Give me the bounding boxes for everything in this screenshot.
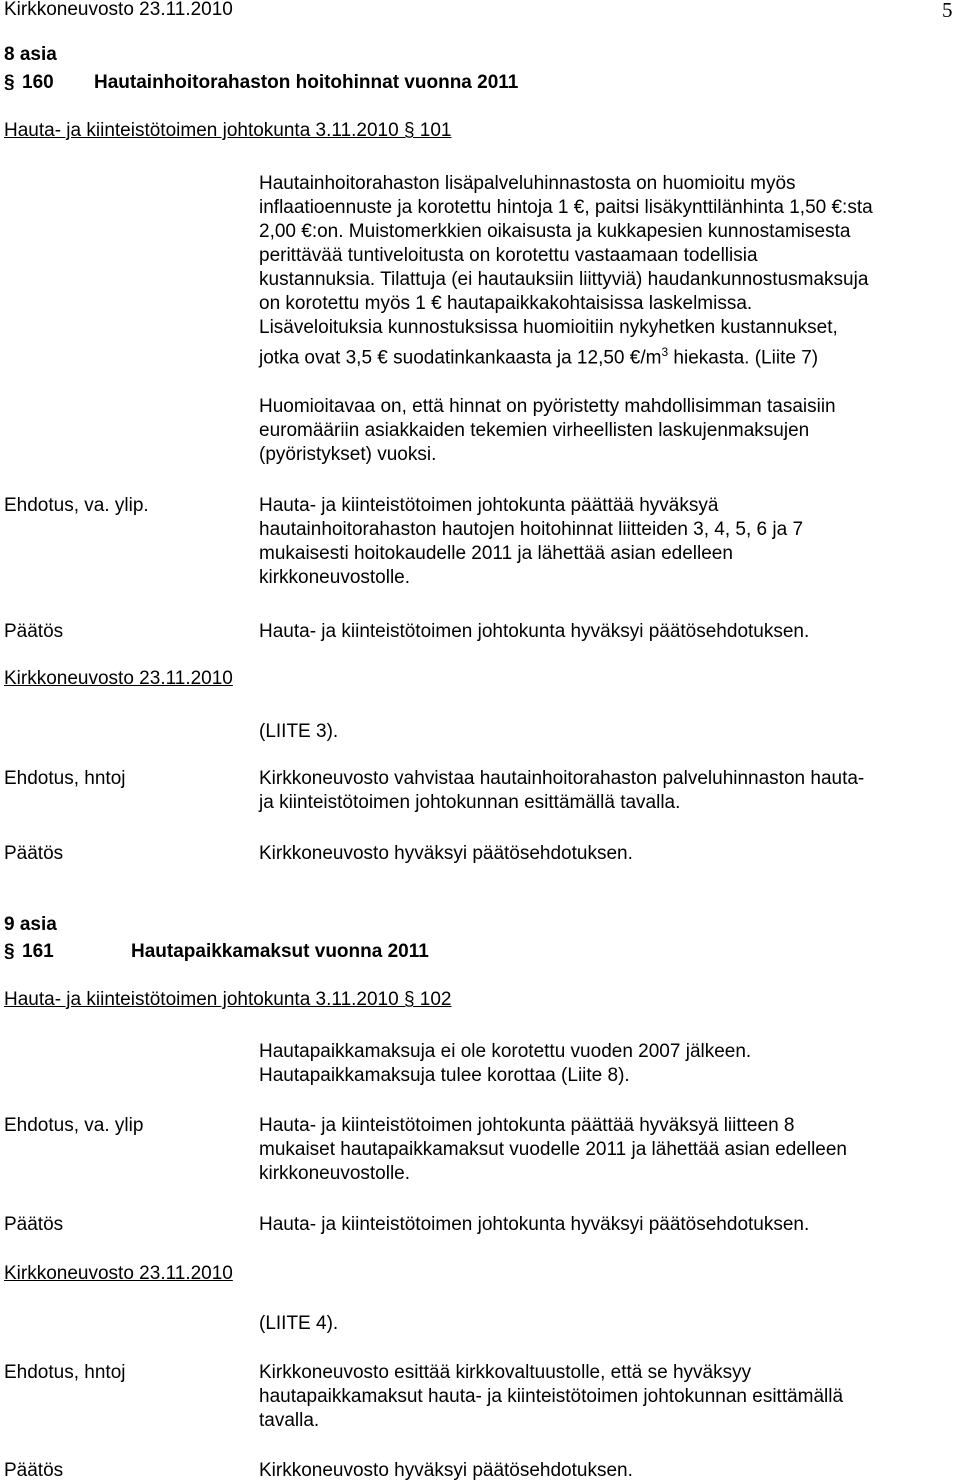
item9-proposal-line: Hauta- ja kiinteistötoimen johtokunta päättää hyväksyä liitteen 8 bbox=[259, 1115, 795, 1136]
item8-note-line: Huomioitavaa on, että hinnat on pyöristetty mahdollisimman tasaisiin bbox=[259, 396, 836, 417]
item8-description-line: 2,00 €:on. Muistomerkkien oikaisusta ja kukkapesien kunnostamisesta bbox=[259, 221, 851, 242]
item8-council-proposal-line: Kirkkoneuvosto vahvistaa hautainhoitorahaston palveluhinnaston hauta- bbox=[259, 768, 865, 789]
item9-description bbox=[259, 1040, 959, 1088]
item9-council-decision-label: Päätös bbox=[4, 1460, 64, 1481]
item9-proposal-line: kirkkoneuvostolle. bbox=[259, 1163, 411, 1184]
item8-description-line: perittävää tuntiveloitusta on korotettu vastaamaan todellisia bbox=[259, 245, 758, 266]
item8-description-last-post: hiekasta. (Liite 7) bbox=[668, 347, 819, 369]
item8-decision-label: Päätös bbox=[4, 621, 64, 642]
page-header-title: Kirkkoneuvosto 23.11.2010 bbox=[4, 0, 233, 20]
item9-council-proposal bbox=[259, 1361, 959, 1433]
item8-proposal bbox=[259, 494, 959, 590]
item8-council-proposal-label: Ehdotus, hntoj bbox=[4, 768, 126, 789]
item9-council-proposal-line: tavalla. bbox=[259, 1410, 320, 1431]
item8-proposal-line: hautainhoitorahaston hautojen hoitohinnat liitteiden 3, 4, 5, 6 ja 7 bbox=[259, 519, 804, 540]
item8-attachment: (LIITE 3). bbox=[259, 721, 339, 742]
item8-description-line: Hautainhoitorahaston lisäpalveluhinnastosta on huomioitu myös bbox=[259, 173, 796, 194]
item8-description-line: Lisäveloituksia kunnostuksissa huomioitiin nykyhetken kustannukset, bbox=[259, 317, 838, 338]
page-number: 5 bbox=[942, 0, 953, 22]
item8-description-line bbox=[259, 340, 959, 370]
item8-proposal-line: mukaisesti hoitokaudelle 2011 ja lähettää asian edelleen bbox=[259, 543, 733, 564]
item9-council-decision-text: Kirkkoneuvosto hyväksyi päätösehdotuksen. bbox=[259, 1460, 633, 1481]
item8-council-proposal bbox=[259, 767, 959, 815]
item8-council-decision-text: Kirkkoneuvosto hyväksyi päätösehdotuksen. bbox=[259, 843, 633, 864]
item9-decision-text: Hauta- ja kiinteistötoimen johtokunta hyväksyi päätösehdotuksen. bbox=[259, 1214, 810, 1235]
item8-council-heading: Kirkkoneuvosto 23.11.2010 bbox=[4, 668, 233, 689]
item8-board-reference: Hauta- ja kiinteistötoimen johtokunta 3.11.2010 § 101 bbox=[4, 120, 452, 141]
item9-proposal bbox=[259, 1114, 959, 1186]
item9-description-line: Hautapaikkamaksuja tulee korottaa (Liite 8). bbox=[259, 1065, 630, 1086]
item8-description-line: kustannuksia. Tilattuja (ei hautauksiin liittyviä) haudankunnostusmaksuja bbox=[259, 269, 869, 290]
item8-proposal-line: Hauta- ja kiinteistötoimen johtokunta päättää hyväksyä bbox=[259, 495, 719, 516]
item9-section-sign: § bbox=[4, 941, 15, 962]
item8-proposal-label: Ehdotus, va. ylip. bbox=[4, 495, 149, 516]
item9-council-proposal-line: Kirkkoneuvosto esittää kirkkovaltuustolle, että se hyväksyy bbox=[259, 1362, 752, 1383]
item8-description-last-pre: jotka ovat 3,5 € suodatinkankaasta ja 12,50 €/m bbox=[259, 347, 662, 369]
item9-council-proposal-label: Ehdotus, hntoj bbox=[4, 1362, 126, 1383]
item8-note-line: (pyöristykset) vuoksi. bbox=[259, 444, 437, 465]
item8-decision-text: Hauta- ja kiinteistötoimen johtokunta hyväksyi päätösehdotuksen. bbox=[259, 621, 810, 642]
item9-board-reference: Hauta- ja kiinteistötoimen johtokunta 3.11.2010 § 102 bbox=[4, 989, 452, 1010]
item8-asia: 8 asia bbox=[4, 44, 57, 65]
item9-proposal-label: Ehdotus, va. ylip bbox=[4, 1115, 144, 1136]
item9-decision-label: Päätös bbox=[4, 1214, 64, 1235]
item8-council-proposal-line: ja kiinteistötoimen johtokunnan esittämällä tavalla. bbox=[259, 792, 681, 813]
item8-note-line: euromääriin asiakkaiden tekemien virheellisten laskujenmaksujen bbox=[259, 420, 810, 441]
item9-attachment: (LIITE 4). bbox=[259, 1313, 339, 1334]
item9-title: Hautapaikkamaksut vuonna 2011 bbox=[131, 941, 429, 962]
item9-council-heading: Kirkkoneuvosto 23.11.2010 bbox=[4, 1263, 233, 1284]
item8-description-line: inflaatioennuste ja korotettu hintoja 1 €, paitsi lisäkynttilänhinta 1,50 €:sta bbox=[259, 197, 873, 218]
item8-council-decision-label: Päätös bbox=[4, 843, 64, 864]
item9-proposal-line: mukaiset hautapaikkamaksut vuodelle 2011 ja lähettää asian edelleen bbox=[259, 1139, 847, 1160]
item9-number: 161 bbox=[22, 941, 54, 962]
item8-title: Hautainhoitorahaston hoitohinnat vuonna 2011 bbox=[94, 72, 519, 93]
item8-proposal-line: kirkkoneuvostolle. bbox=[259, 567, 411, 588]
item8-number: 160 bbox=[22, 72, 54, 93]
item9-council-proposal-line: hautapaikkamaksut hauta- ja kiinteistötoimen johtokunnan esittämällä bbox=[259, 1386, 844, 1407]
item8-description-superscript: 3 bbox=[661, 345, 669, 359]
item9-description-line: Hautapaikkamaksuja ei ole korotettu vuoden 2007 jälkeen. bbox=[259, 1041, 752, 1062]
item8-description bbox=[259, 172, 959, 370]
item8-description-line: on korotettu myös 1 € hautapaikkakohtaisissa laskelmissa. bbox=[259, 293, 753, 314]
item8-section-sign: § bbox=[4, 72, 15, 93]
item8-note bbox=[259, 395, 959, 467]
item9-asia: 9 asia bbox=[4, 914, 57, 935]
